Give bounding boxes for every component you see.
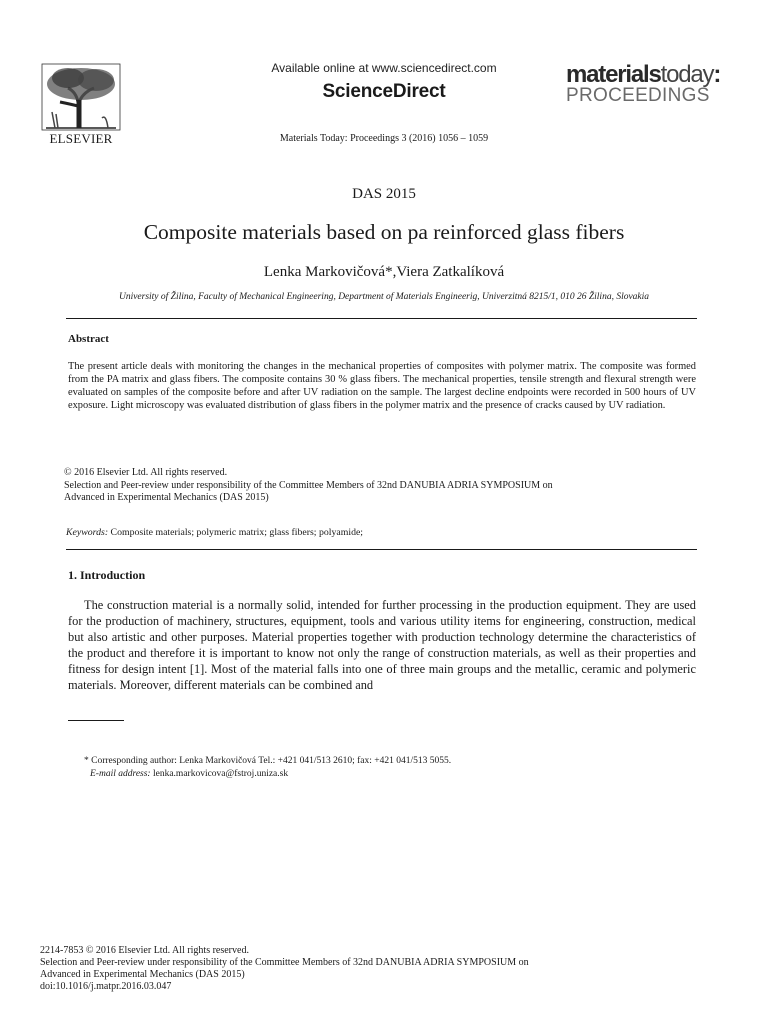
introduction-text: The construction material is a normally solid, intended for further processing in the production equipment. They are used for the production of machinery, structures, equipment, tools and various utility items for engineering, construction, medical but also artistic and other purposes. Material properties together with production technology determine the characteristics of the product and therefore it is important to know not only the range of construction materials, as well as their properties and fitness for design intent [1]. Most of the material falls into one of three main groups and the metallic, ceramic and polymeric materials. Moreover, different materials can be combined and	[68, 598, 696, 692]
keywords-label: Keywords:	[66, 527, 109, 538]
introduction-heading: 1. Introduction	[68, 568, 146, 582]
journal-reference: Materials Today: Proceedings 3 (2016) 1056 – 1059	[279, 133, 489, 144]
logo-suffix: :	[713, 61, 721, 88]
divider-bottom	[66, 549, 697, 550]
materials-today-logo	[566, 63, 720, 87]
copyright-block	[64, 467, 704, 505]
author-affiliation: University of Žilina, Faculty of Mechanical Engineering, Department of Materials Engineerig, Univerzitná 8215/1, 010 26 Žilina, Slovakia	[118, 292, 650, 302]
email-address: lenka.markovicova@fstroj.uniza.sk	[150, 768, 289, 779]
elsevier-label: ELSEVIER	[49, 131, 113, 146]
divider-top	[66, 318, 697, 319]
keywords-text: Composite materials; polymeric matrix; glass fibers; polyamide;	[108, 527, 364, 538]
doi-line: doi:10.1016/j.matpr.2016.03.047	[40, 981, 172, 992]
sciencedirect-logo: ScienceDirect	[322, 81, 446, 102]
footnote-divider	[68, 720, 124, 721]
peer-review-line: Selection and Peer-review under responsibility of the Committee Members of 32nd DANUBIA ADRIA SYMPOSIUM on	[40, 957, 529, 968]
copyright-line: Selection and Peer-review under responsibility of the Committee Members of 32nd DANUBIA ADRIA SYMPOSIUM on	[64, 479, 553, 491]
bottom-copyright	[40, 945, 680, 993]
footnote	[84, 755, 451, 780]
proceedings-logo-line: PROCEEDINGS	[566, 85, 710, 106]
copyright-line: © 2016 Elsevier Ltd. All rights reserved.	[64, 467, 228, 478]
abstract-text: The present article deals with monitoring the changes in the mechanical properties of composites with polymer matrix. The composite was formed from the PA matrix and glass fibers. The composite contains 30 % glass fibers. The mechanical properties, tensile strength and flexural strength were evaluated on samples of the composite before and after UV radiation on the sample. The largest decline endpoints were recorded in 500 hours of UV exposure. Light microscopy was evaluated distribution of glass fibers in the polymer matrix and the presence of cracks caused by UV radiation.	[68, 361, 696, 411]
keywords	[66, 527, 363, 538]
peer-review-line: Advanced in Experimental Mechanics (DAS 2015)	[40, 969, 245, 980]
email-label: E-mail address:	[90, 768, 151, 779]
copyright-line: Advanced in Experimental Mechanics (DAS 2015)	[64, 492, 269, 503]
abstract-heading: Abstract	[68, 333, 109, 345]
corresponding-author: * Corresponding author: Lenka Markovičová Tel.: +421 041/513 2610; fax: +421 041/513 5055.	[84, 756, 452, 766]
logo-bold: materials	[566, 61, 661, 88]
email-line	[84, 768, 451, 781]
issn-line: 2214-7853 © 2016 Elsevier Ltd. All rights reserved.	[40, 945, 249, 956]
available-online-text: Available online at www.sciencedirect.com	[271, 61, 497, 75]
conference-name: DAS 2015	[352, 186, 416, 202]
article-title: Composite materials based on pa reinforced glass fibers	[143, 220, 625, 244]
logo-light: today	[660, 61, 714, 88]
article-authors: Lenka Markovičová*,Viera Zatkalíková	[263, 264, 505, 280]
